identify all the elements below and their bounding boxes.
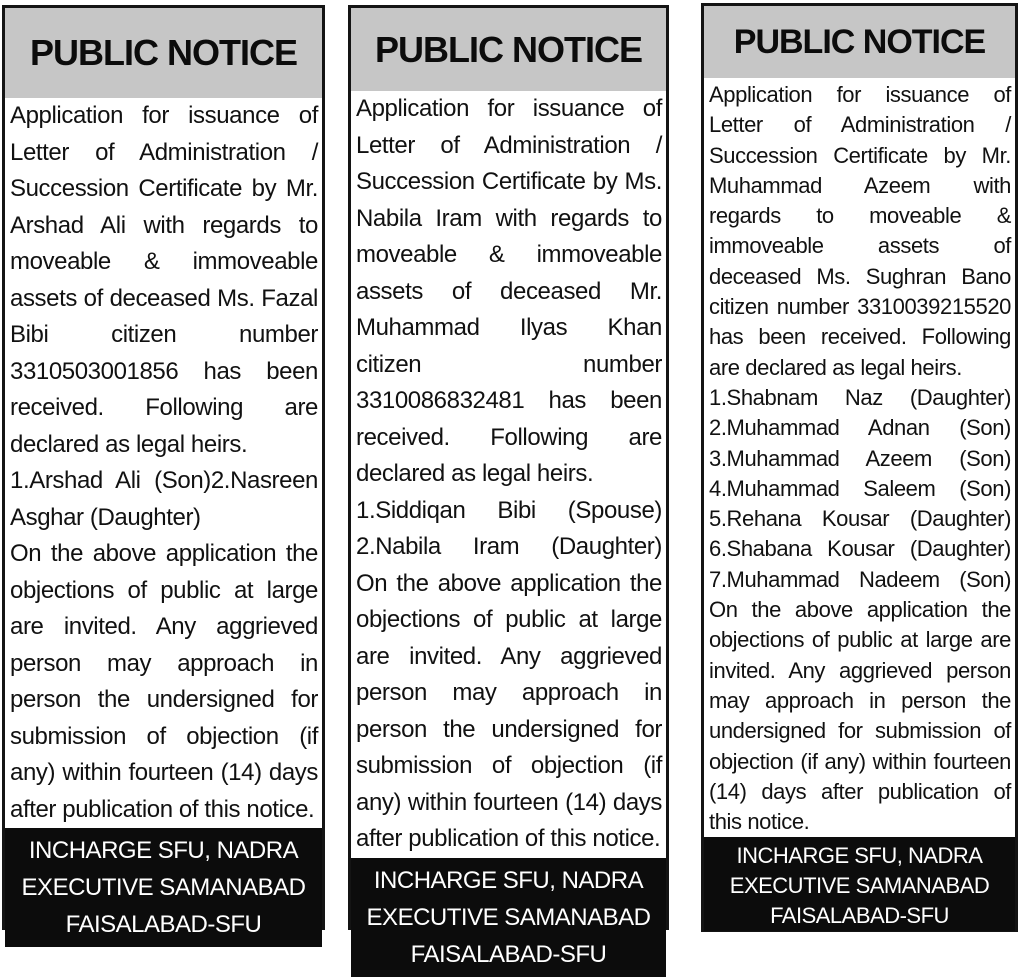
notice-footer: [351, 858, 666, 977]
notice-body: [5, 98, 322, 828]
notice-title: PUBLIC NOTICE: [351, 8, 666, 91]
public-notice-3: [701, 3, 1018, 932]
notice-closing: On the above application the objections of public at large are invited. Any aggrieved person may approach in person the undersigned for submission of objection (if any) within fourteen (14) days after publication of this notice.: [10, 540, 318, 823]
notice-footer: [5, 828, 322, 947]
public-notice-2: [348, 5, 669, 968]
notice-footer: [704, 837, 1015, 931]
notice-title: PUBLIC NOTICE: [704, 6, 1015, 78]
footer-line: EXECUTIVE SAMANABAD: [729, 873, 990, 899]
legal-heirs-list: [356, 493, 662, 566]
footer-line: EXECUTIVE SAMANABAD: [366, 903, 651, 931]
legal-heirs-list: [709, 383, 1011, 595]
heir-item: 3.Muhammad Azeem (Son): [709, 445, 1011, 471]
heir-item: 1.Siddiqan Bibi (Spouse): [356, 496, 662, 524]
notice-body: [351, 91, 666, 858]
notice-title: PUBLIC NOTICE: [5, 8, 322, 98]
heir-item: 2.Nasreen Asghar (Daughter): [10, 467, 318, 531]
notice-closing: On the above application the objections of public at large are invited. Any aggrieved person may approach in person the undersigned for submission of objection (if any) within fourteen (14) days after publication of this notice.: [709, 597, 1011, 835]
public-notice-1: [2, 5, 325, 938]
footer-line: INCHARGE SFU, NADRA: [373, 866, 644, 894]
footer-line: FAISALABAD-SFU: [65, 911, 262, 938]
footer-line: FAISALABAD-SFU: [770, 903, 949, 929]
notice-intro: Application for issuance of Letter of Administration / Succession Certificate by Ms. Nabila Iram with regards to moveable & immoveable assets of deceased Mr. Muhammad Ilyas Khan citizen number 3310086832481 has been received. Following are declared as legal heirs.: [356, 95, 662, 487]
legal-heirs-list: [10, 463, 318, 536]
heir-item: 2.Nabila Iram (Daughter): [356, 533, 662, 560]
footer-line: EXECUTIVE SAMANABAD: [21, 874, 306, 901]
heir-item: 5.Rehana Kousar (Daughter): [709, 506, 1011, 532]
footer-line: FAISALABAD-SFU: [410, 940, 607, 968]
footer-line: INCHARGE SFU, NADRA: [28, 837, 299, 864]
footer-line: INCHARGE SFU, NADRA: [736, 843, 983, 869]
notice-intro: Application for issuance of Letter of Administration / Succession Certificate by Mr. Muhammad Azeem with regards to moveable & immoveable assets of deceased Ms. Sughran Bano citizen number 3310039215520 has been received. Following are declared as legal heirs.: [709, 82, 1011, 380]
heir-item: 6.Shabana Kousar (Daughter): [709, 536, 1011, 562]
notice-closing: On the above application the objections of public at large are invited. Any aggrieved person may approach in person the undersigned for submission of objection (if any) within fourteen (14) days after publication of this notice.: [356, 569, 662, 852]
heir-item: 2.Muhammad Adnan (Son): [709, 415, 1011, 441]
heir-item: 1.Arshad Ali (Son): [10, 467, 211, 494]
notice-intro: Application for issuance of Letter of Administration / Succession Certificate by Mr. Arshad Ali with regards to moveable & immoveable assets of deceased Ms. Fazal Bibi citizen number 3310503001856 has been received. Following are declared as legal heirs.: [10, 102, 318, 458]
heir-item: 4.Muhammad Saleem (Son): [709, 475, 1011, 501]
notice-body: [704, 78, 1015, 837]
heir-item: 1.Shabnam Naz (Daughter): [709, 384, 1011, 410]
heir-item: 7.Muhammad Nadeem (Son): [709, 566, 1011, 592]
